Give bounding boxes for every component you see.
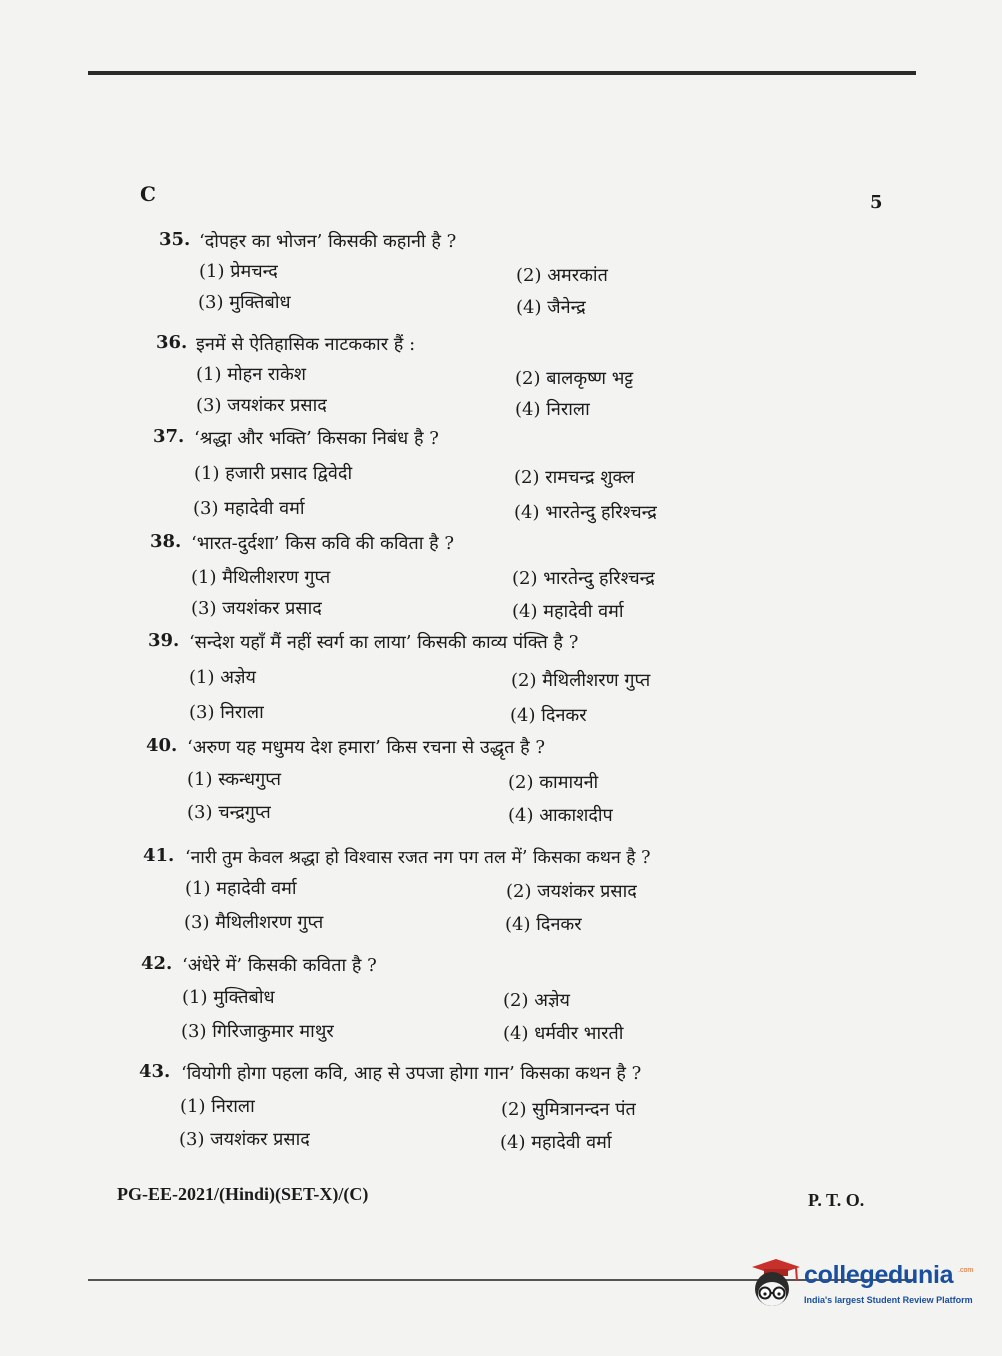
option-1: (1) मोहन राकेश [196, 364, 307, 385]
option-4: (4) दिनकर [505, 914, 582, 935]
option-3: (3) जयशंकर प्रसाद [196, 395, 327, 416]
option-1: (1) अज्ञेय [189, 667, 256, 688]
brand-name: collegedunia [804, 1261, 954, 1289]
paper-code: PG-EE-2021/(Hindi)(SET-X)/(C) [117, 1184, 369, 1204]
question-number: 42. [141, 953, 173, 974]
question-text: ‘भारत-दुर्दशा’ किस कवि की कविता है ? [191, 533, 455, 554]
pto-label: P. T. O. [808, 1190, 865, 1210]
option-4: (4) आकाशदीप [508, 805, 613, 826]
option-2: (2) जयशंकर प्रसाद [506, 881, 637, 902]
option-3: (3) निराला [189, 702, 264, 723]
brand-tagline: India's largest Student Review Platform [804, 1295, 973, 1305]
option-3: (3) मुक्तिबोध [198, 292, 291, 313]
option-1: (1) महादेवी वर्मा [185, 878, 297, 899]
page-number: 5 [870, 192, 883, 213]
question-text: ‘श्रद्धा और भक्ति’ किसका निबंध है ? [194, 428, 439, 449]
option-2: (2) सुमित्रानन्दन पंत [501, 1099, 636, 1120]
brand-suffix: .com [958, 1267, 974, 1274]
question-text: ‘वियोगी होगा पहला कवि, आह से उपजा होगा गान’ किसका कथन है ? [181, 1063, 642, 1084]
question-number: 43. [139, 1061, 171, 1082]
option-1: (1) हजारी प्रसाद द्विवेदी [194, 463, 353, 484]
collegedunia-logo [742, 1253, 974, 1313]
option-4: (4) महादेवी वर्मा [500, 1132, 612, 1153]
set-code: C [140, 182, 156, 206]
question-text: ‘अंधेरे में’ किसकी कविता है ? [182, 955, 377, 976]
question-text: ‘अरुण यह मधुमय देश हमारा’ किस रचना से उद्धृत है ? [187, 737, 546, 758]
option-4: (4) दिनकर [510, 705, 587, 726]
option-3: (3) चन्द्रगुप्त [187, 802, 271, 823]
option-2: (2) मैथिलीशरण गुप्त [511, 670, 651, 691]
option-4: (4) निराला [515, 399, 590, 420]
question-text: ‘सन्देश यहाँ मैं नहीं स्वर्ग का लाया’ किसकी काव्य पंक्ति है ? [189, 632, 579, 653]
question-number: 38. [150, 531, 182, 552]
option-2: (2) कामायनी [508, 772, 599, 793]
option-3: (3) जयशंकर प्रसाद [191, 598, 322, 619]
option-4: (4) जैनेन्द्र [516, 297, 586, 318]
option-2: (2) भारतेन्दु हरिश्चन्द्र [512, 568, 655, 589]
option-1: (1) स्कन्धगुप्त [187, 769, 282, 790]
option-4: (4) भारतेन्दु हरिश्चन्द्र [514, 502, 657, 523]
question-number: 37. [153, 426, 185, 447]
option-1: (1) मैथिलीशरण गुप्त [191, 567, 331, 588]
mascot-icon [742, 1253, 802, 1313]
option-2: (2) अमरकांत [516, 265, 608, 286]
question-text: ‘नारी तुम केवल श्रद्धा हो विश्वास रजत नग पग तल में’ किसका कथन है ? [185, 848, 651, 868]
question-text: इनमें से ऐतिहासिक नाटककार हैं : [196, 334, 416, 355]
question-number: 40. [146, 735, 178, 756]
option-1: (1) प्रेमचन्द [199, 261, 278, 282]
option-2: (2) अज्ञेय [503, 990, 570, 1011]
option-1: (1) मुक्तिबोध [182, 987, 275, 1008]
question-number: 36. [156, 332, 188, 353]
question-number: 39. [148, 630, 180, 651]
option-3: (3) मैथिलीशरण गुप्त [184, 912, 324, 933]
option-1: (1) निराला [180, 1096, 255, 1117]
option-3: (3) जयशंकर प्रसाद [179, 1129, 310, 1150]
option-4: (4) महादेवी वर्मा [512, 601, 624, 622]
option-4: (4) धर्मवीर भारती [503, 1023, 624, 1044]
question-text: ‘दोपहर का भोजन’ किसकी कहानी है ? [199, 231, 457, 252]
option-3: (3) महादेवी वर्मा [193, 498, 305, 519]
question-number: 35. [159, 229, 191, 250]
option-2: (2) बालकृष्ण भट्ट [515, 368, 634, 389]
option-3: (3) गिरिजाकुमार माथुर [181, 1021, 334, 1042]
top-rule [88, 71, 916, 75]
question-number: 41. [143, 845, 175, 866]
option-2: (2) रामचन्द्र शुक्ल [514, 467, 635, 488]
